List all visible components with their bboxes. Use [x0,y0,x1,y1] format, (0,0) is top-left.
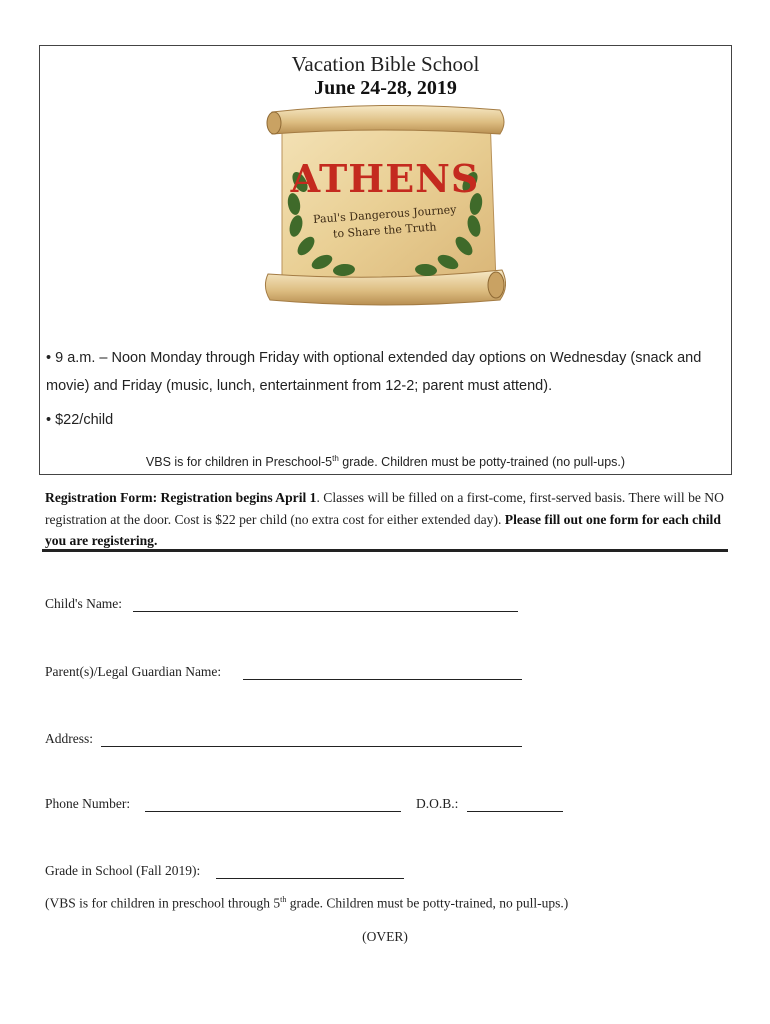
over-label: (OVER) [362,929,408,944]
grade-label: Grade in School (Fall 2019): [45,863,201,878]
info-box [39,45,732,475]
child-name-label: Child's Name: [45,596,123,611]
address-field[interactable] [101,746,522,747]
age-note: VBS is for children in Preschool-5th grade. Children must be potty-trained (no pull-ups.) [145,454,626,470]
phone-label: Phone Number: [45,796,131,811]
dob-field[interactable] [467,811,563,812]
dob-label: D.O.B.: [416,796,459,811]
event-dates: June 24-28, 2019 [314,77,457,99]
phone-field[interactable] [145,811,401,812]
address-label: Address: [45,731,93,746]
section-divider [42,549,728,552]
scroll-image [264,104,506,318]
registration-text: Registration Form: Registration begins April 1. Classes will be filled on a first-come, first-served basis. There will be NO registration at the door. Cost is $22 per child (no extra cost for either extended day). Please fill out one form for each child you are registering. [45,490,724,548]
child-name-field[interactable] [133,611,518,612]
parent-name-label: Parent(s)/Legal Guardian Name: [45,664,222,679]
page-title: Vacation Bible School [291,52,480,76]
logo-subtitle-2: to Share the Truth [332,220,437,241]
logo-subtitle-1: Paul's Dangerous Journey [312,203,457,226]
athens-logo [264,104,506,318]
footer-note: (VBS is for children in preschool through 5th grade. Children must be potty-trained, no pull-ups.) [45,895,569,911]
grade-field[interactable] [216,878,404,879]
logo-title: ATHENS [290,156,480,201]
schedule-bullet: • 9 a.m. – Noon Monday through Friday with optional extended day options on Wednesday (snack and movie) and Friday (music, lunch, entertainment from 12-2; parent must attend). [46,350,702,394]
parent-name-field[interactable] [243,679,522,680]
cost-bullet: • $22/child [46,412,114,428]
